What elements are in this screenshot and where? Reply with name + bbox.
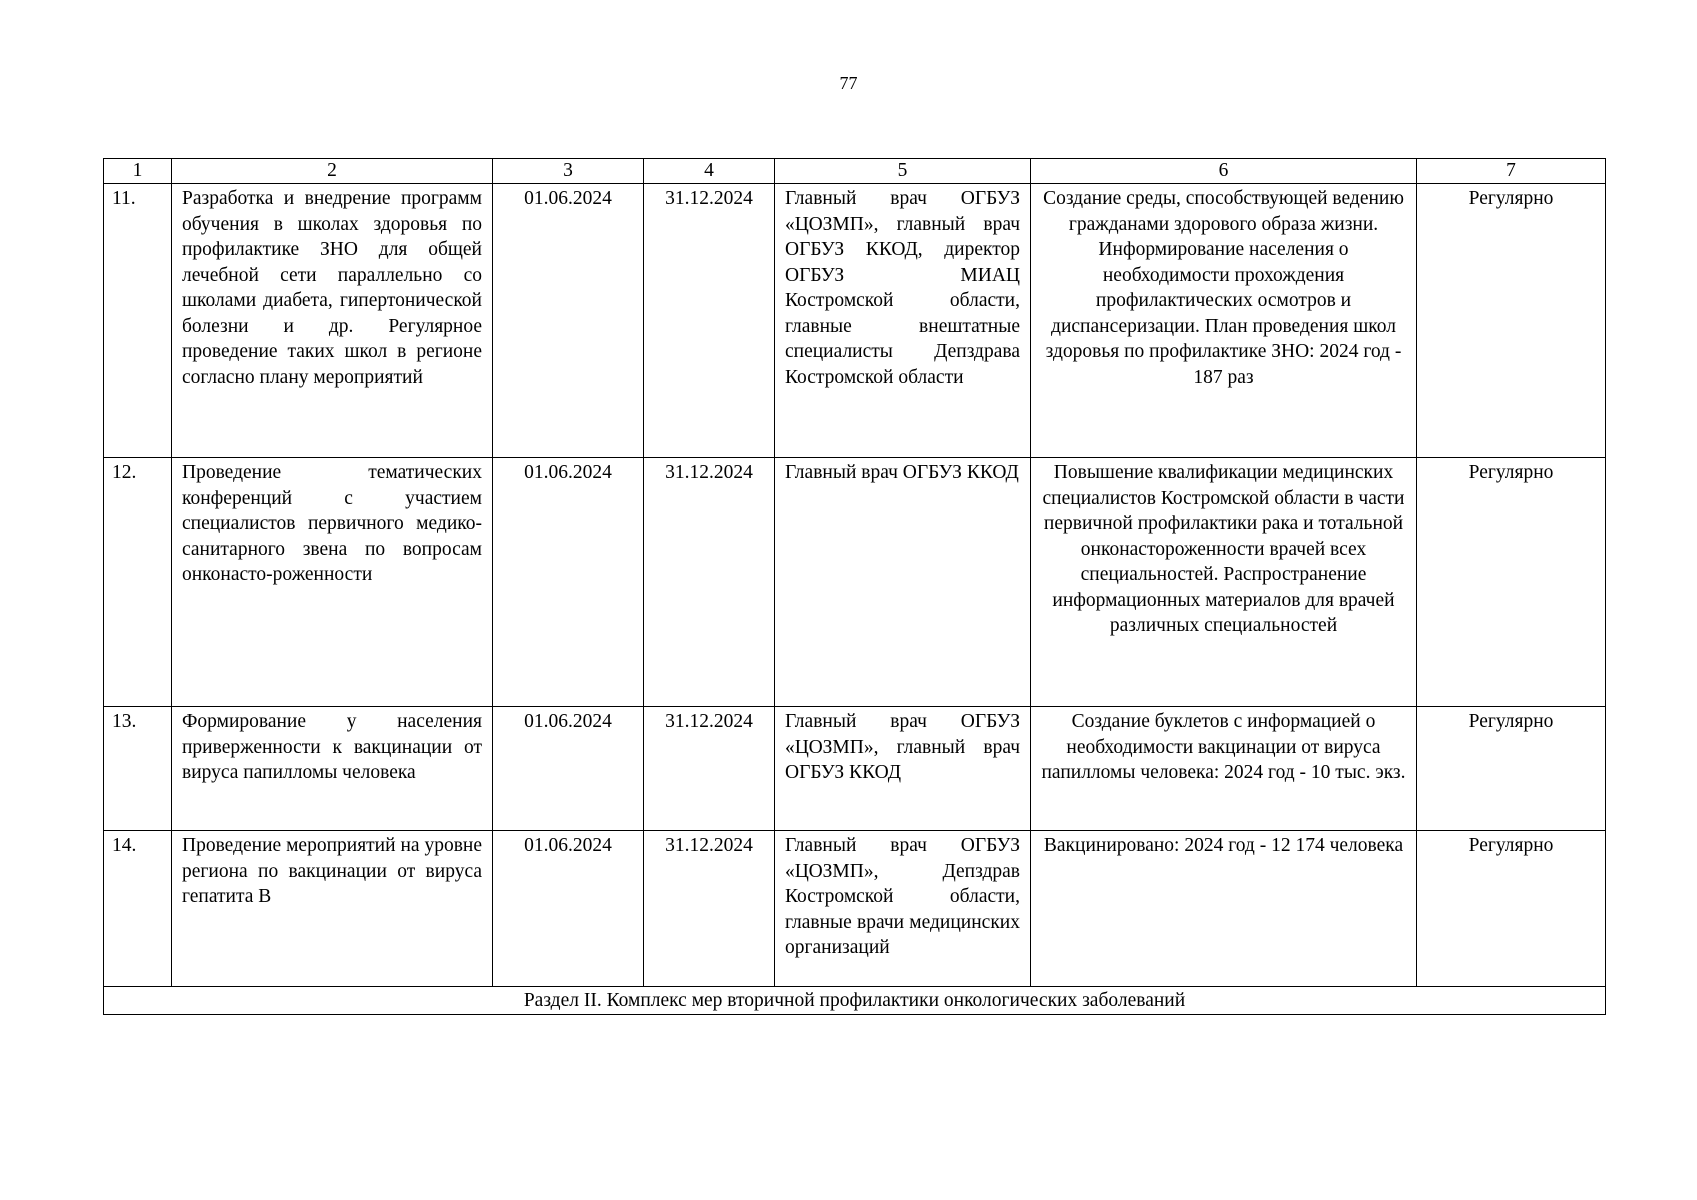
periodicity-cell: Регулярно <box>1417 831 1606 987</box>
column-number-row <box>104 159 1606 184</box>
column-number: 3 <box>493 159 644 184</box>
end-date-cell: 31.12.2024 <box>644 184 775 458</box>
column-number: 7 <box>1417 159 1606 184</box>
table-row <box>104 458 1606 707</box>
table-row <box>104 184 1606 458</box>
table-row <box>104 831 1606 987</box>
result-cell: Создание буклетов с информацией о необходимости вакцинации от вируса папилломы человека: 2024 год - 10 тыс. экз. <box>1031 707 1417 831</box>
activity-cell: Разработка и внедрение программ обучения в школах здоровья по профилактике ЗНО для общей лечебной сети параллельно со школами диабета, гипертонической болезни и др. Регулярное проведение таких школ в регионе согласно плану мероприятий <box>172 184 493 458</box>
periodicity-cell: Регулярно <box>1417 707 1606 831</box>
section-title: Раздел II. Комплекс мер вторичной профилактики онкологических заболеваний <box>104 987 1606 1015</box>
result-cell: Создание среды, способствующей ведению гражданами здорового образа жизни. Информирование населения о необходимости прохождения профилактических осмотров и диспансеризации. План проведения школ здоровья по профилактике ЗНО: 2024 год - 187 раз <box>1031 184 1417 458</box>
column-number: 2 <box>172 159 493 184</box>
result-cell: Вакцинировано: 2024 год - 12 174 человека <box>1031 831 1417 987</box>
end-date-cell: 31.12.2024 <box>644 707 775 831</box>
periodicity-cell: Регулярно <box>1417 458 1606 707</box>
column-number: 6 <box>1031 159 1417 184</box>
responsible-cell: Главный врач ОГБУЗ ККОД <box>775 458 1031 707</box>
activities-table <box>103 158 1606 1015</box>
row-number: 12. <box>104 458 172 707</box>
section-row <box>104 987 1606 1015</box>
row-number: 11. <box>104 184 172 458</box>
start-date-cell: 01.06.2024 <box>493 707 644 831</box>
column-number: 1 <box>104 159 172 184</box>
responsible-cell: Главный врач ОГБУЗ «ЦОЗМП», главный врач ОГБУЗ ККОД <box>775 707 1031 831</box>
responsible-cell: Главный врач ОГБУЗ «ЦОЗМП», главный врач ОГБУЗ ККОД, директор ОГБУЗ МИАЦ Костромской области, главные внештатные специалисты Депздрава Костромской области <box>775 184 1031 458</box>
activity-cell: Проведение мероприятий на уровне региона по вакцинации от вируса гепатита В <box>172 831 493 987</box>
activity-cell: Формирование у населения приверженности к вакцинации от вируса папилломы человека <box>172 707 493 831</box>
end-date-cell: 31.12.2024 <box>644 458 775 707</box>
column-number: 5 <box>775 159 1031 184</box>
row-number: 14. <box>104 831 172 987</box>
activity-cell: Проведение тематических конференций с участием специалистов первичного медико-санитарного звена по вопросам онконасто-роженности <box>172 458 493 707</box>
column-number: 4 <box>644 159 775 184</box>
table-row <box>104 707 1606 831</box>
end-date-cell: 31.12.2024 <box>644 831 775 987</box>
row-number: 13. <box>104 707 172 831</box>
result-cell: Повышение квалификации медицинских специалистов Костромской области в части первичной профилактики рака и тотальной онконастороженности врачей всех специальностей. Распространение информационных материалов для врачей различных специальностей <box>1031 458 1417 707</box>
start-date-cell: 01.06.2024 <box>493 831 644 987</box>
start-date-cell: 01.06.2024 <box>493 458 644 707</box>
periodicity-cell: Регулярно <box>1417 184 1606 458</box>
start-date-cell: 01.06.2024 <box>493 184 644 458</box>
page-number: 77 <box>839 73 858 93</box>
responsible-cell: Главный врач ОГБУЗ «ЦОЗМП», Депздрав Костромской области, главные врачи медицинских организаций <box>775 831 1031 987</box>
